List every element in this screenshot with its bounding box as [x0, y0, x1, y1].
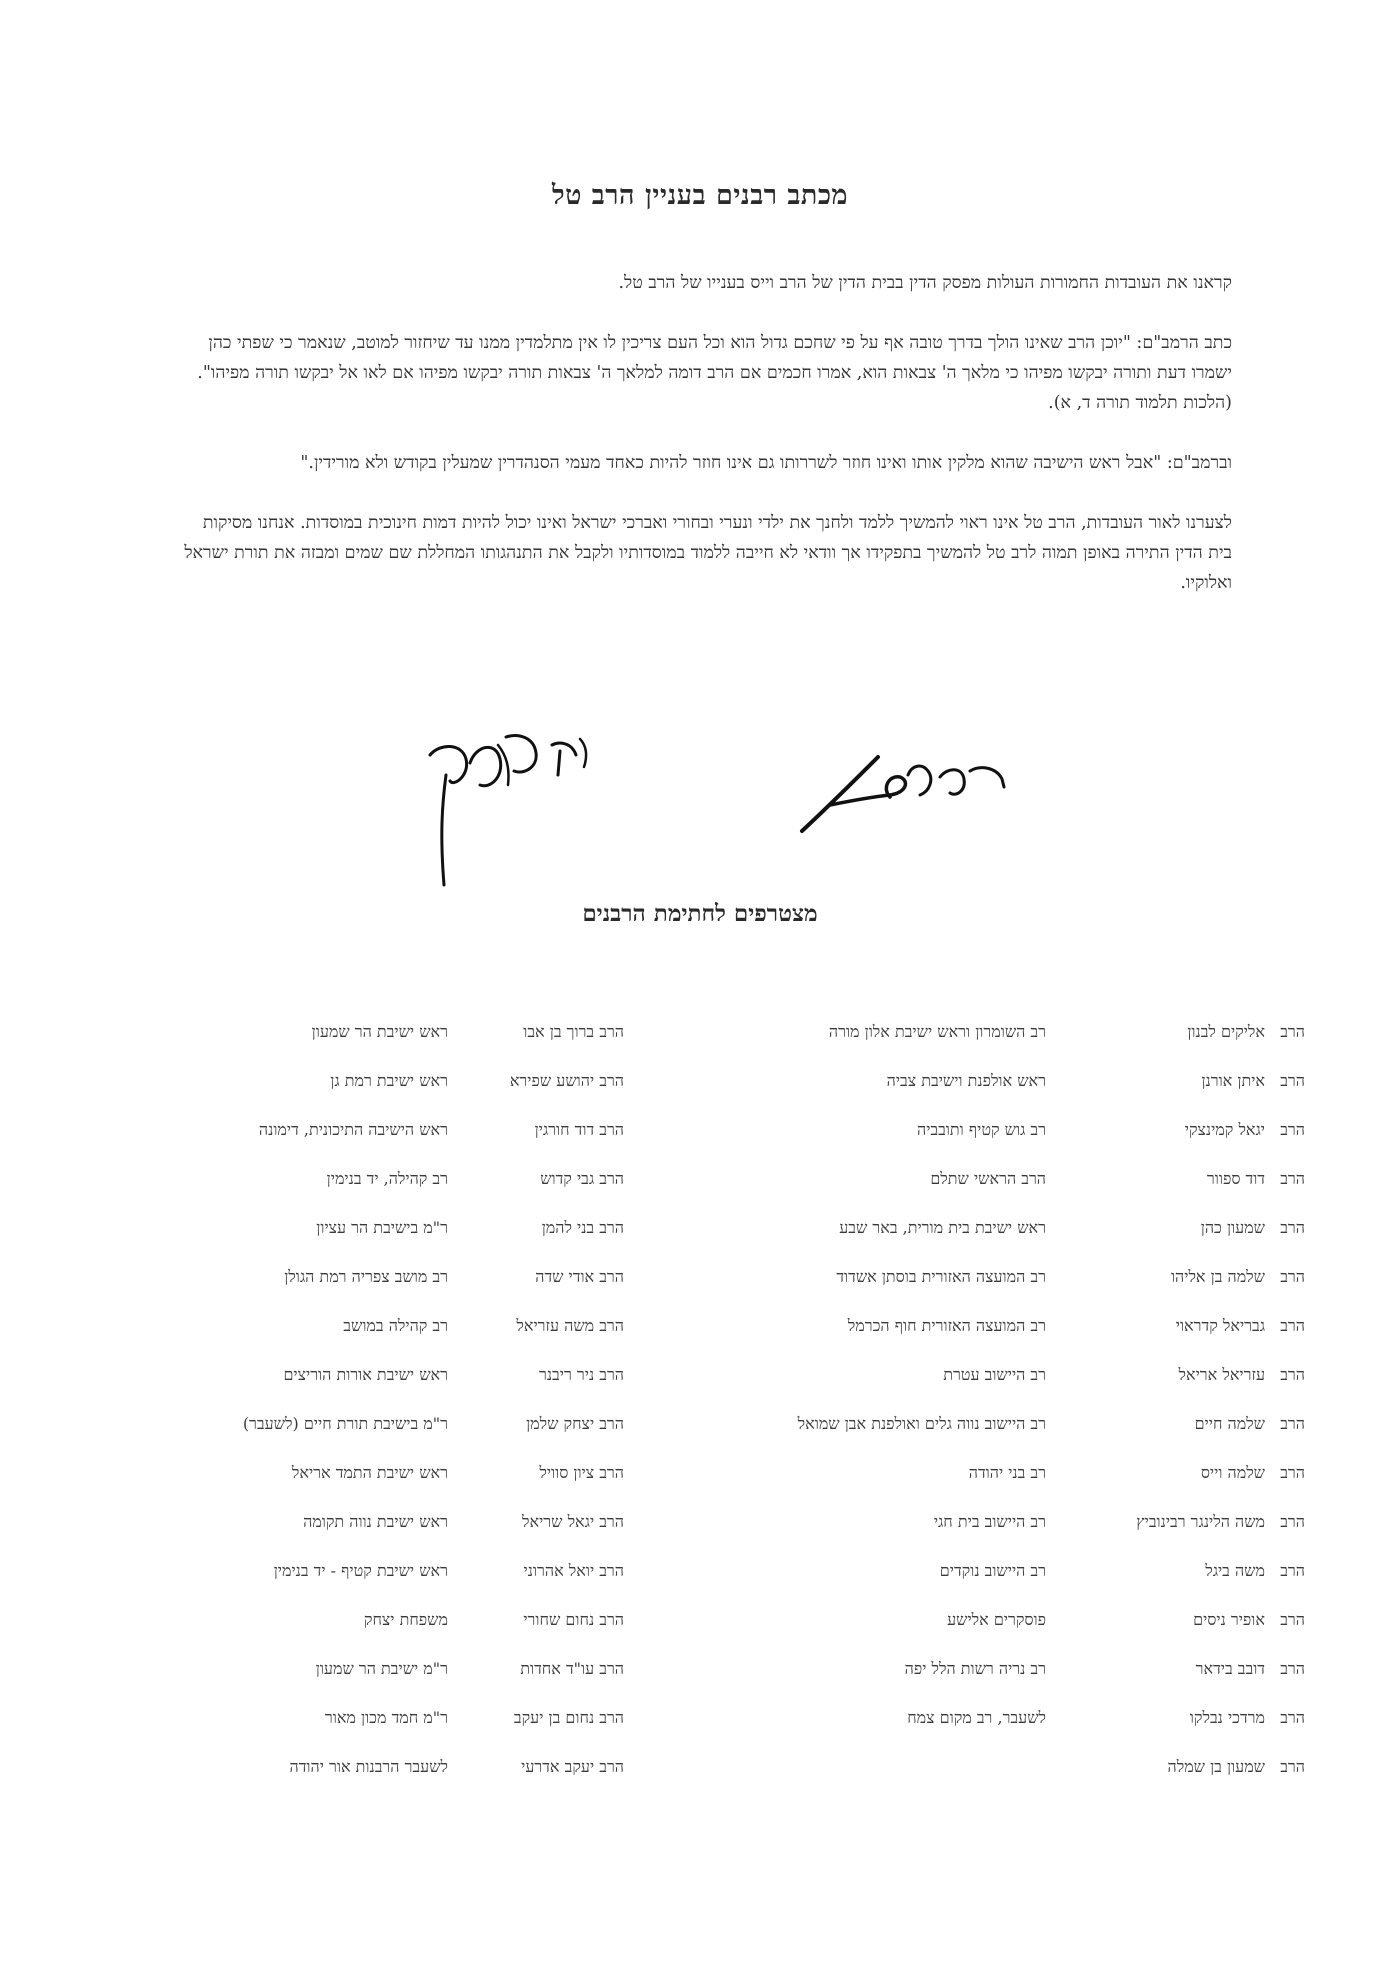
- signatory-row: [0, 1365, 1400, 1414]
- signatory-title: הרב: [1280, 1414, 1305, 1433]
- signatory-name-2: הרב יהושע שפירא: [509, 1071, 624, 1090]
- signatory-role-2: ר"מ בישיבת תורת חיים (לשעבר): [242, 1414, 448, 1433]
- document-title: מכתב רבנים בעניין הרב טל: [551, 180, 849, 211]
- signatory-title: הרב: [1280, 1120, 1305, 1139]
- letter-body: [176, 268, 1232, 628]
- signatory-title: הרב: [1280, 1169, 1305, 1188]
- signatory-role: רב היישוב עטרת: [943, 1365, 1046, 1384]
- signatory-row: [0, 1414, 1400, 1463]
- signatory-role: פוסקרים אלישע: [947, 1610, 1046, 1629]
- signatory-name-2: הרב בני להמן: [541, 1218, 624, 1237]
- signatory-name: אליקים לבנון: [1187, 1022, 1265, 1041]
- signatory-title: הרב: [1280, 1757, 1305, 1776]
- signatory-name-2: הרב ציון סוויל: [539, 1463, 624, 1482]
- signatory-role-2: רב קהילה, יד בנימין: [326, 1169, 448, 1188]
- signatory-name: שמעון כהן: [1200, 1218, 1265, 1237]
- signatory-name: שמעון בן שמלה: [1167, 1757, 1265, 1776]
- signatory-name-2: הרב נחום בן יעקב: [513, 1708, 624, 1727]
- signatory-row: [0, 1120, 1400, 1169]
- signatory-role-2: ראש ישיבת נווה תקומה: [303, 1512, 448, 1531]
- signatory-row: [0, 1757, 1400, 1806]
- signatory-role: הרב הראשי שתלם: [930, 1169, 1046, 1188]
- paragraph-4: לצערנו לאור העובדות, הרב טל אינו ראוי להמשיך ללמד ולחנך את ילדי ונערי ובחורי ואברכי ישראל ואינו יכול להיות דמות חינוכית במוסדות. אנחנו מסיקות בית הדין התירה באופן תמוה לרב טל להמשיך בתפקידו אך וודאי לא חייבה ללמוד במוסדותיו ולקבל את התנהגותו המחללת שם שמים ומבזה את תורת ישראל ואלוקיו.: [184, 513, 1232, 593]
- signatory-row: [0, 1708, 1400, 1757]
- paragraph-2: כתב הרמב"ם: "יוכן הרב שאינו הולך בדרך טובה אף על פי שחכם גדול הוא וכל העם צריכין לו אין מתלמדין ממנו עד שיחזור למוטב, שנאמר כי שפתי כהן ישמרו דעת ותורה יבקשו מפיהו כי מלאך ה' צבאות הוא, אמרו חכמים אם הרב דומה למלאך ה' צבאות תורה יבקשו מפיהו אם לאו אל יבקשו תורה מפיהו". (הלכות תלמוד תורה ד, א).: [197, 333, 1232, 413]
- signatory-name: איתן אורנן: [1201, 1071, 1265, 1090]
- signatory-title: הרב: [1280, 1561, 1305, 1580]
- signatory-title: הרב: [1280, 1267, 1305, 1286]
- signatory-name: שלמה חיים: [1194, 1414, 1265, 1433]
- signatory-role: רב המועצה האזורית בוסתן אשדוד: [836, 1267, 1046, 1286]
- signatory-title: הרב: [1280, 1071, 1305, 1090]
- signatory-name: מרדכי נבלקו: [1189, 1708, 1265, 1727]
- signatory-role-2: ראש ישיבת התמד אריאל: [291, 1463, 448, 1482]
- signatory-role: רב היישוב נווה גלים ואולפנת אבן שמואל: [797, 1414, 1046, 1433]
- signatory-name: משה הלינגר רבינוביץ: [1136, 1512, 1265, 1531]
- signatory-role-2: ראש הישיבה התיכונית, דימונה: [258, 1120, 448, 1139]
- signatory-row: [0, 1267, 1400, 1316]
- signatory-title: הרב: [1280, 1512, 1305, 1531]
- signatory-role: ראש אולפנת וישיבת צביה: [886, 1071, 1046, 1090]
- signatory-role: רב גוש קטיף ותובביה: [916, 1120, 1046, 1139]
- signatory-role-2: ראש ישיבת רמת גן: [330, 1071, 448, 1090]
- signatory-role: רב נריה רשות הלל יפה: [904, 1659, 1046, 1678]
- signatory-name-2: הרב נחום שחורי: [523, 1610, 624, 1629]
- signatory-row: [0, 1316, 1400, 1365]
- signatory-row: [0, 1659, 1400, 1708]
- signatory-title: הרב: [1280, 1218, 1305, 1237]
- signatory-role-2: ראש ישיבת קטיף - יד בנימין: [273, 1561, 448, 1580]
- signatory-title: הרב: [1280, 1316, 1305, 1335]
- signatory-name-2: הרב יצחק שלמן: [526, 1414, 624, 1433]
- signatory-title: הרב: [1280, 1610, 1305, 1629]
- signatory-row: [0, 1169, 1400, 1218]
- signatory-name: שלמה וייס: [1200, 1463, 1265, 1482]
- signatory-role-2: ר"מ בישיבת הר עציון: [316, 1218, 448, 1237]
- signatory-name: דוד ספוור: [1206, 1169, 1265, 1188]
- signatory-name-2: הרב יואל אהרוני: [523, 1561, 624, 1580]
- handwritten-signature-left: [410, 715, 610, 895]
- signatory-role-2: ראש ישיבת הר שמעון: [311, 1022, 448, 1041]
- signatories-list: [0, 1022, 1400, 1812]
- signatory-name: שלמה בן אליהו: [1170, 1267, 1265, 1286]
- signatory-title: הרב: [1280, 1659, 1305, 1678]
- signatory-role: רב היישוב נוקדים: [939, 1561, 1046, 1580]
- signatory-role-2: רב מושב צפריה רמת הגולן: [284, 1267, 448, 1286]
- signatory-title: הרב: [1280, 1022, 1305, 1041]
- signatory-role: ראש ישיבת בית מורית, באר שבע: [839, 1218, 1046, 1237]
- signatory-role: רב המועצה האזורית חוף הכרמל: [847, 1316, 1046, 1335]
- signatory-role-2: לשעבר הרבנות אור יהודה: [289, 1757, 448, 1776]
- signatory-name-2: הרב אודי שדה: [535, 1267, 624, 1286]
- signatory-role-2: ר"מ ישיבת הר שמעון: [315, 1659, 448, 1678]
- signatory-name: אופיר ניסים: [1193, 1610, 1265, 1629]
- signatory-row: [0, 1071, 1400, 1120]
- signatory-role: רב היישוב בית חגי: [933, 1512, 1046, 1531]
- signatory-row: [0, 1022, 1400, 1071]
- signatory-name-2: הרב גבי קדוש: [540, 1169, 624, 1188]
- signatures-area: [0, 715, 1400, 895]
- supporters-title: מצטרפים לחתימת הרבנים: [582, 900, 818, 927]
- signatory-name: דובב בידאר: [1195, 1659, 1265, 1678]
- signatory-role: רב השומרון וראש ישיבת אלון מורה: [828, 1022, 1046, 1041]
- signatory-name: גבריאל קדראוי: [1175, 1316, 1265, 1335]
- signatory-name-2: הרב יגאל שריאל: [522, 1512, 624, 1531]
- signatory-name-2: הרב יעקב אדרעי: [521, 1757, 624, 1776]
- signatory-role: רב בני יהודה: [968, 1463, 1046, 1482]
- handwritten-signature-right: [790, 735, 1020, 845]
- signatory-name-2: הרב ברוך בן אבו: [523, 1022, 624, 1041]
- signatory-row: [0, 1218, 1400, 1267]
- signatory-role-2: ראש ישיבת אורות הוריצים: [283, 1365, 448, 1384]
- signatory-role-2: רב קהילה במושב: [343, 1316, 448, 1335]
- signatory-name-2: הרב דוד חורגין: [534, 1120, 624, 1139]
- signatory-title: הרב: [1280, 1463, 1305, 1482]
- signatory-name: יגאל קמינצקי: [1184, 1120, 1265, 1139]
- signatory-name-2: הרב משה עזריאל: [516, 1316, 624, 1335]
- signatory-title: הרב: [1280, 1708, 1305, 1727]
- paragraph-1: קראנו את העובדות החמורות העולות מפסק הדין בבית הדין של הרב וייס בענייו של הרב טל.: [618, 273, 1232, 293]
- signatory-row: [0, 1561, 1400, 1610]
- signatory-name: משה ביגל: [1205, 1561, 1265, 1580]
- signatory-name-2: הרב עו"ד אחדות: [520, 1659, 624, 1678]
- paragraph-3: וברמב"ם: "אבל ראש הישיבה שהוא מלקין אותו ואינו חוזר לשררותו גם אינו חוזר להיות כאחד מעמי הסנהדרין שמעלין בקודש ולא מורידין.": [300, 453, 1232, 473]
- signatory-row: [0, 1610, 1400, 1659]
- signatory-row: [0, 1463, 1400, 1512]
- signatory-title: הרב: [1280, 1365, 1305, 1384]
- signatory-role-2: משפחת יצחק: [363, 1610, 448, 1629]
- signatory-name-2: הרב ניר ריבנר: [538, 1365, 624, 1384]
- signatory-role-2: ר"מ חמד מכון מאור: [324, 1708, 448, 1727]
- signatory-name: עזריאל אריאל: [1178, 1365, 1265, 1384]
- signatory-row: [0, 1512, 1400, 1561]
- signatory-role: לשעבר, רב מקום צמח: [907, 1708, 1046, 1727]
